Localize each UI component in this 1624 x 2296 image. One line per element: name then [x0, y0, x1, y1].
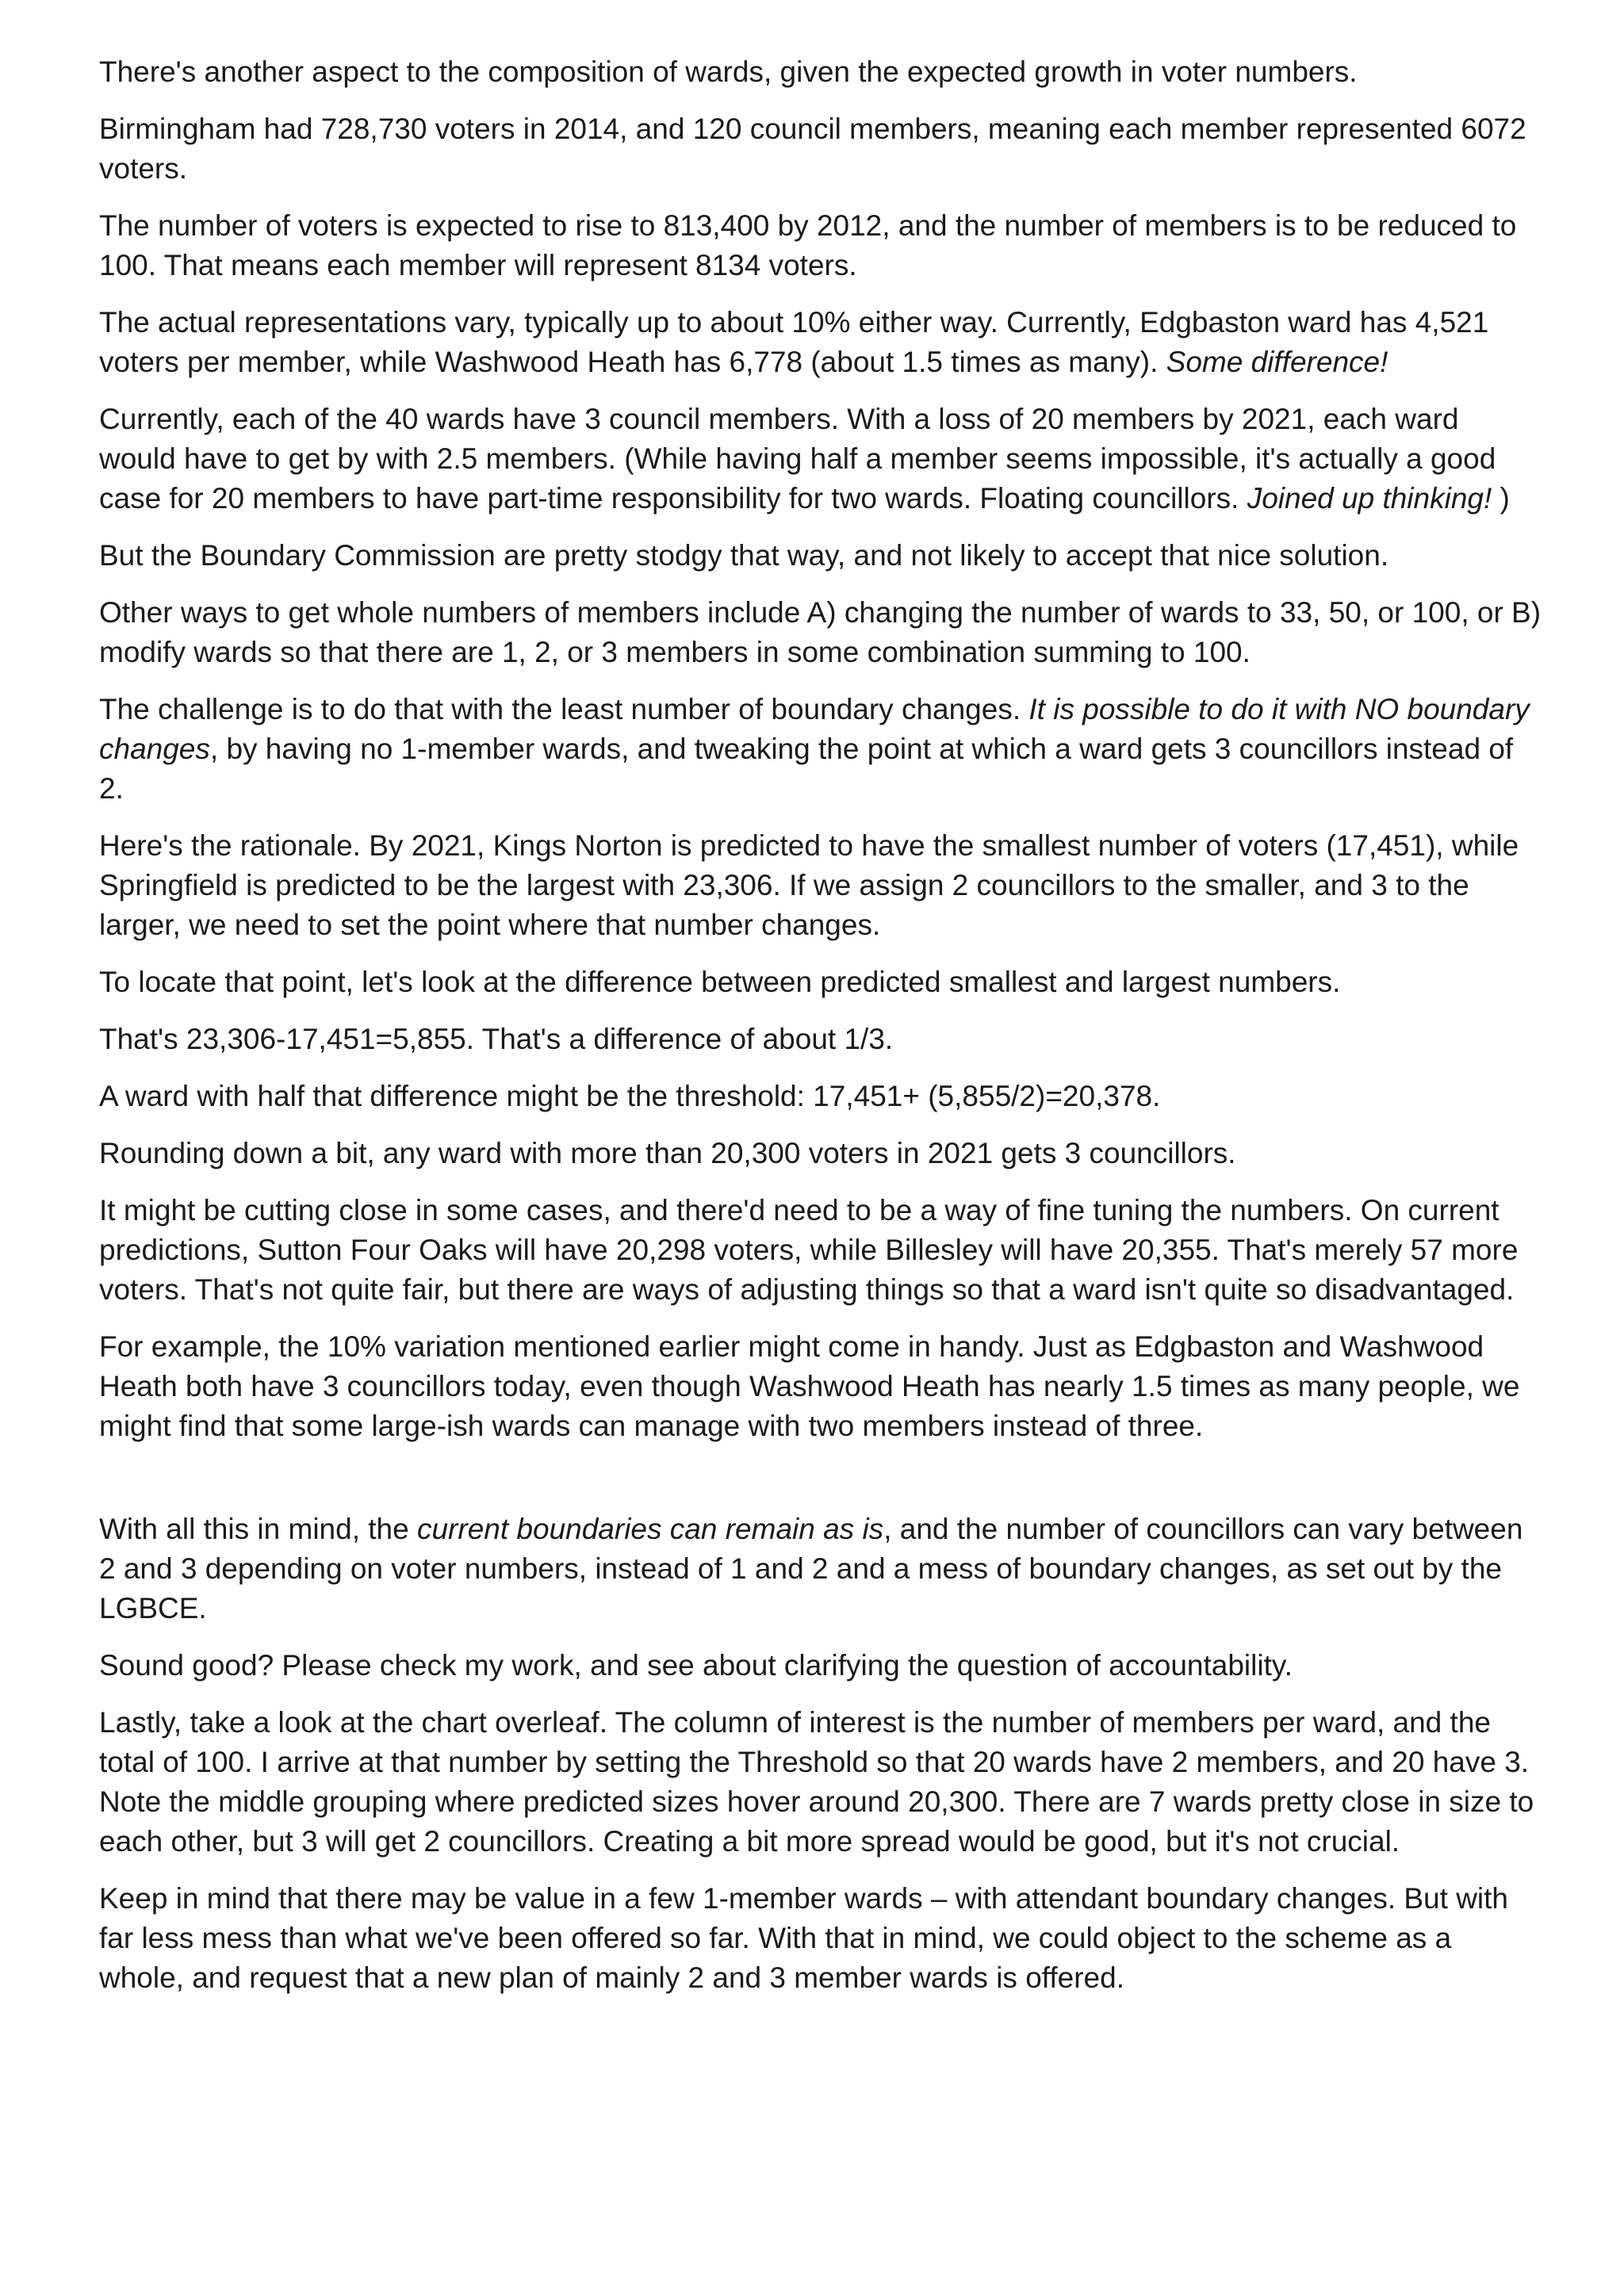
paragraph-other-ways: Other ways to get whole numbers of members include A) changing the number of wards to 33, 50, or 100, or B) modify wards so that there are 1, 2, or 3 members in some combination summing to 100.	[99, 596, 1542, 668]
paragraph-challenge	[99, 690, 1542, 809]
italic-run: Joined up thinking!	[1247, 482, 1492, 515]
paragraph-ward-composition: There's another aspect to the composition of wards, given the expected growth in voter numbers.	[99, 55, 1358, 88]
paragraph-forty-wards	[99, 400, 1542, 519]
paragraph-voter-rise: The number of voters is expected to rise to 813,400 by 2012, and the number of members is to be reduced to 100. That means each member will represent 8134 voters.	[99, 209, 1517, 281]
text-run: )	[1492, 482, 1510, 515]
paragraph-with-all-this	[99, 1510, 1542, 1628]
italic-run: It is possible to do it with NO boundary changes	[99, 693, 1530, 765]
italic-run: Some difference!	[1166, 346, 1388, 378]
paragraph-threshold-calc: A ward with half that difference might be the threshold: 17,451+ (5,855/2)=20,378.	[99, 1080, 1161, 1112]
text-run: , by having no 1-member wards, and tweaking the point at which a ward gets 3 councillors instead of 2.	[99, 733, 1514, 805]
document-page	[99, 52, 1542, 2015]
text-run: The actual representations vary, typically up to about 10% either way. Currently, Edgbaston ward has 4,521 voters per member, while Washwood Heath has 6,778 (about 1.5 times as many).	[99, 306, 1489, 378]
paragraph-keep-in-mind: Keep in mind that there may be value in a few 1-member wards – with attendant boundary changes. But with far less mess than what we've been offered so far. With that in mind, we could object to the scheme as a whole, and request that a new plan of mainly 2 and 3 member wards is offered.	[99, 1882, 1508, 1994]
paragraph-difference-calc: That's 23,306-17,451=5,855. That's a difference of about 1/3.	[99, 1023, 894, 1055]
paragraph-for-example: For example, the 10% variation mentioned earlier might come in handy. Just as Edgbaston and Washwood Heath both have 3 councillors today, even though Washwood Heath has nearly 1.5 times as many people, we might find that some large-ish wards can manage with two members instead of three.	[99, 1330, 1520, 1442]
text-run: With all this in mind, the	[99, 1513, 417, 1545]
text-run: The challenge is to do that with the least number of boundary changes.	[99, 693, 1029, 725]
text-run: , and the number of councillors can vary between 2 and 3 depending on voter numbers, instead of 1 and 2 and a mess of boundary changes, as set out by the LGBCE.	[99, 1513, 1523, 1624]
text-run: Currently, each of the 40 wards have 3 council members. With a loss of 20 members by 2021, each ward would have to get by with 2.5 members. (While having half a member seems impossible, it's actually a good case for 20 members to have part-time responsibility for two wards. Floating councillors.	[99, 403, 1496, 515]
paragraph-lastly: Lastly, take a look at the chart overleaf. The column of interest is the number of members per ward, and the total of 100. I arrive at that number by setting the Threshold so that 20 wards have 2 members, and 20 have 3. Note the middle grouping where predicted sizes hover around 20,300. There are 7 wards pretty close in size to each other, but 3 will get 2 councillors. Creating a bit more spread would be good, but it's not crucial.	[99, 1706, 1534, 1858]
paragraph-boundary-commission: But the Boundary Commission are pretty stodgy that way, and not likely to accept that nice solution.	[99, 539, 1389, 572]
paragraph-locate-point: To locate that point, let's look at the difference between predicted smallest and largest numbers.	[99, 966, 1341, 998]
paragraph-sound-good: Sound good? Please check my work, and see about clarifying the question of accountability.	[99, 1649, 1293, 1682]
paragraph-representation-variance	[99, 303, 1542, 382]
paragraph-rationale: Here's the rationale. By 2021, Kings Norton is predicted to have the smallest number of voters (17,451), while Springfield is predicted to be the largest with 23,306. If we assign 2 councillors to the smaller, and 3 to the larger, we need to set the point where that number changes.	[99, 829, 1519, 941]
paragraph-cutting-close: It might be cutting close in some cases, and there'd need to be a way of fine tuning the numbers. On current predictions, Sutton Four Oaks will have 20,298 voters, while Billesley will have 20,355. That's merely 57 more voters. That's not quite fair, but there are ways of adjusting things so that a ward isn't quite so disadvantaged.	[99, 1194, 1519, 1306]
italic-run: current boundaries can remain as is	[416, 1513, 884, 1545]
paragraph-rounding: Rounding down a bit, any ward with more than 20,300 voters in 2021 gets 3 councillors.	[99, 1137, 1236, 1169]
paragraph-birmingham-voters-2014: Birmingham had 728,730 voters in 2014, and 120 council members, meaning each member represented 6072 voters.	[99, 113, 1526, 185]
